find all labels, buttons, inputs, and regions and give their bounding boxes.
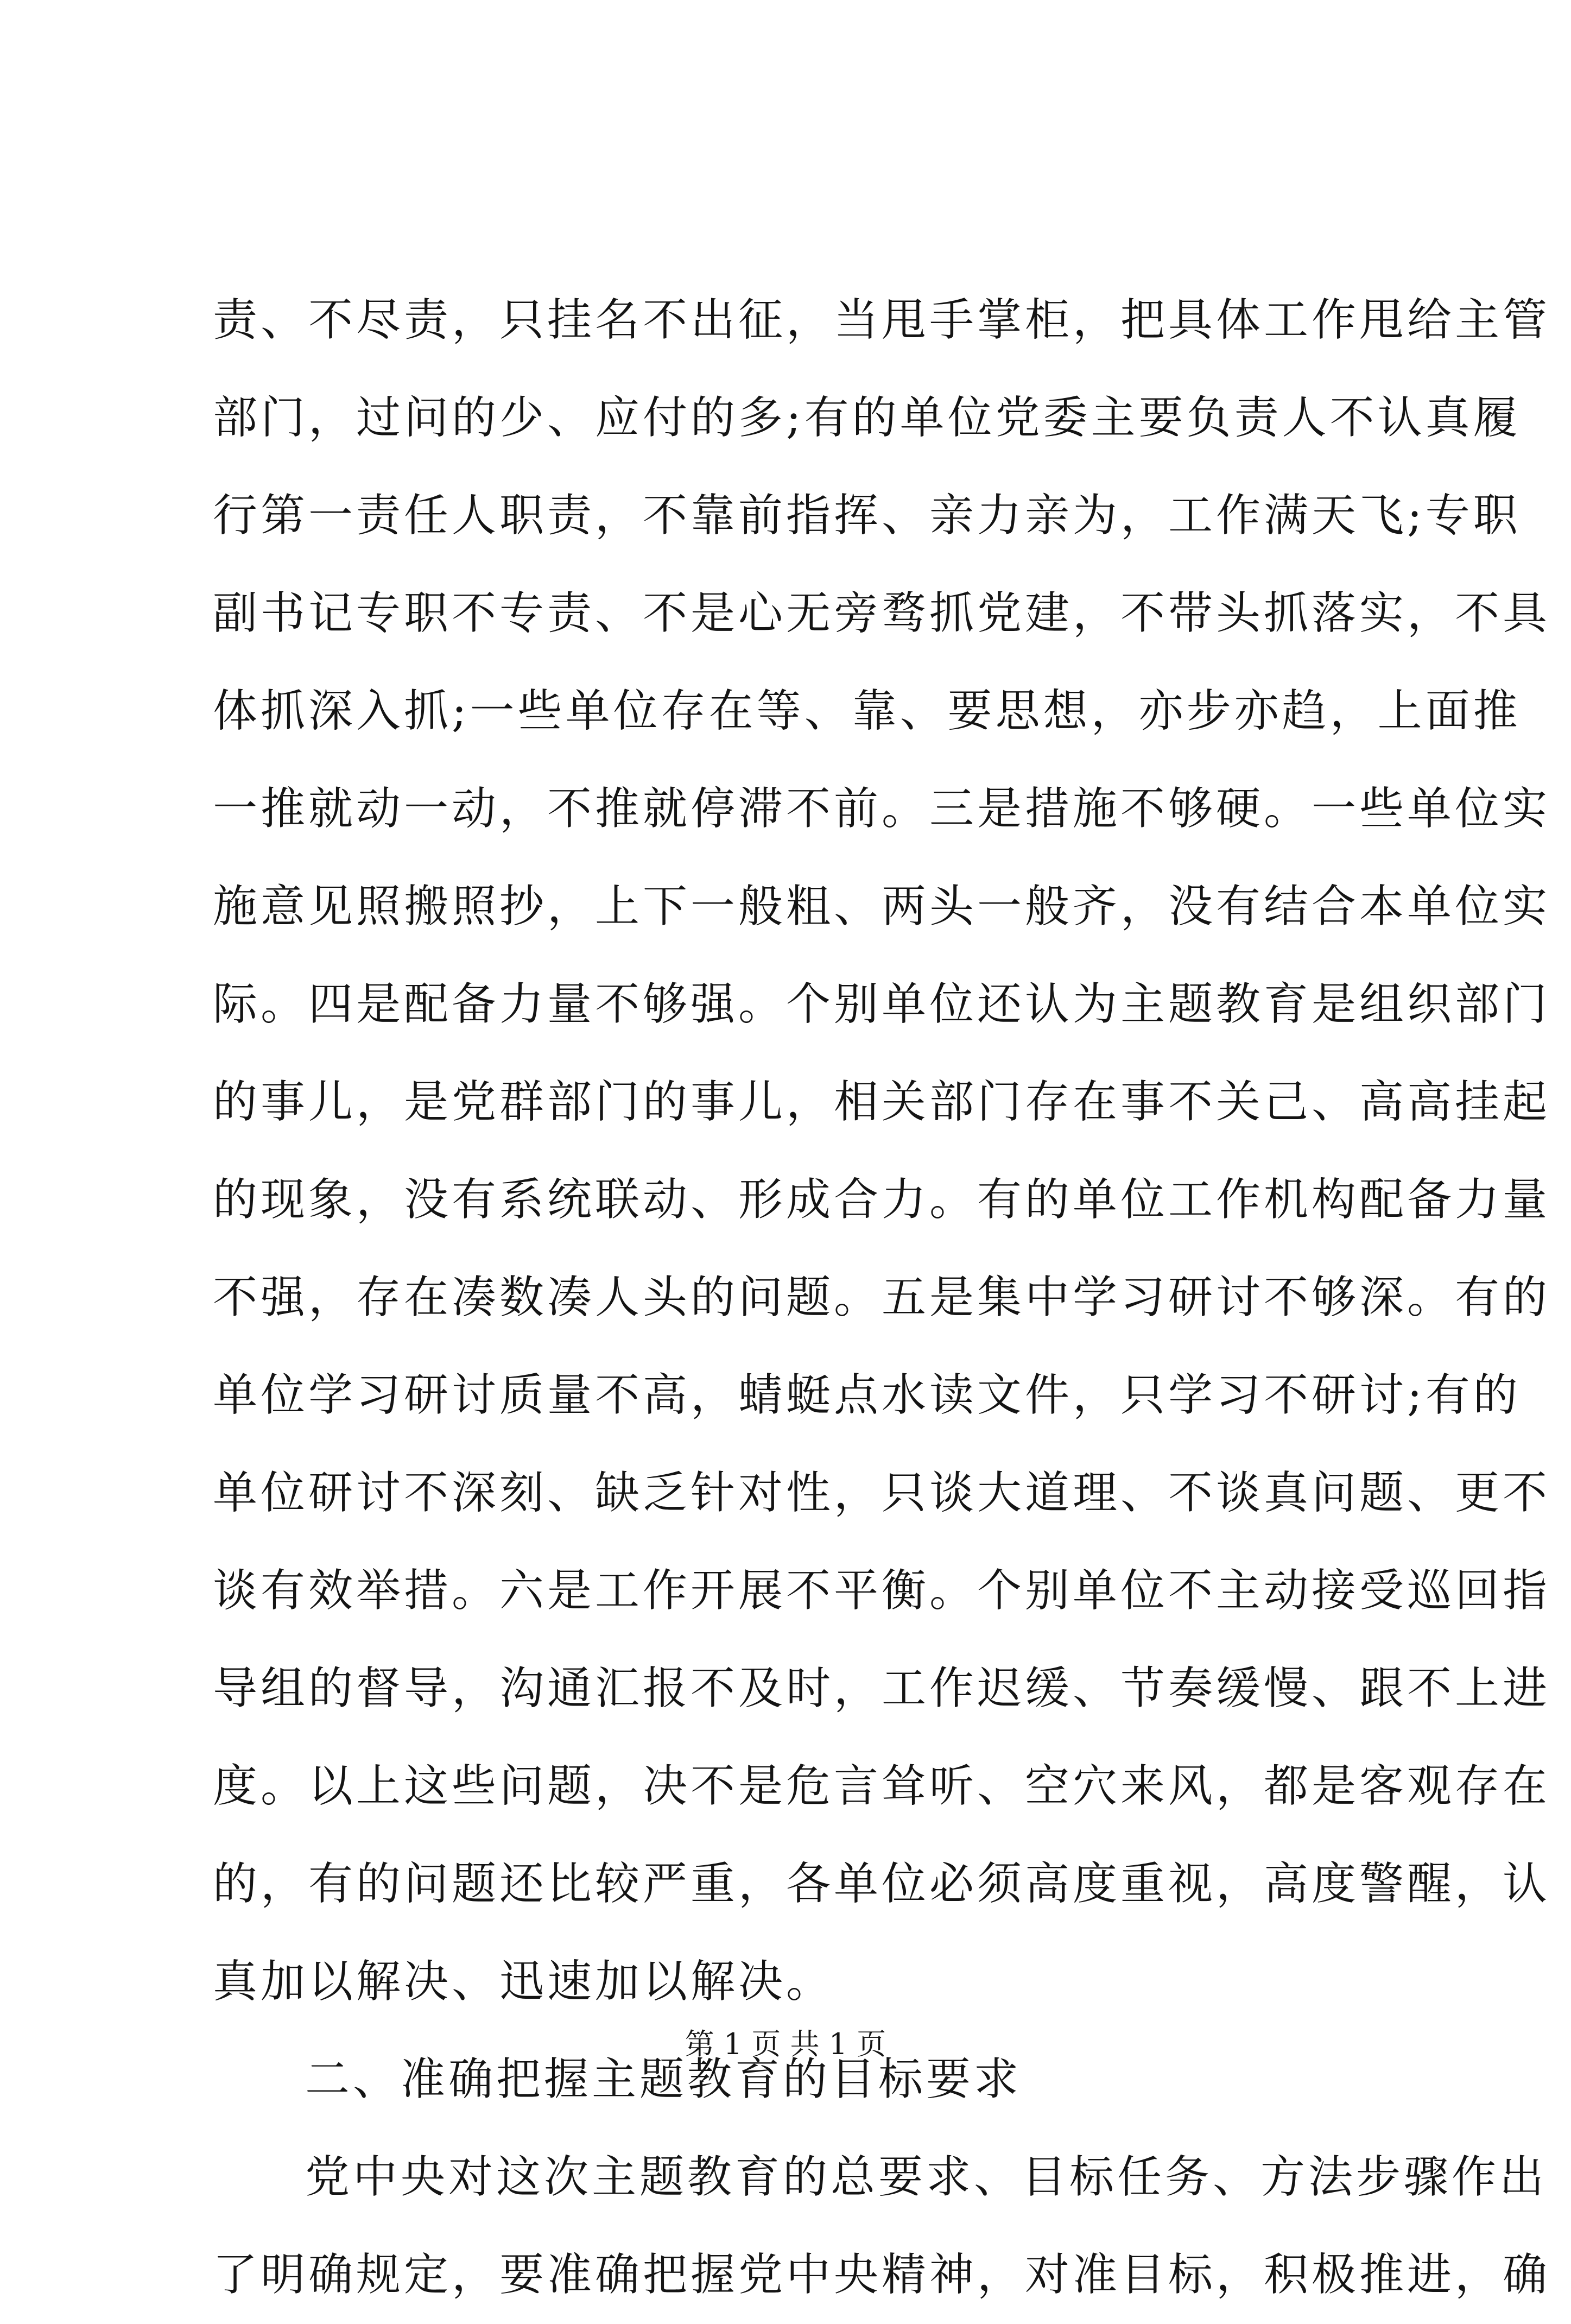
text-line: 党中央对这次主题教育的总要求、目标任务、方法步骤作出 xyxy=(305,2151,1548,2203)
text-line: 谈有效举措。六是工作开展不平衡。个别单位不主动接受巡回指 xyxy=(213,1565,1551,1616)
section-heading: 二、准确把握主题教育的目标要求 xyxy=(305,2054,1022,2105)
text-line: 不强，存在凑数凑人头的问题。五是集中学习研讨不够深。有的 xyxy=(213,1272,1551,1323)
text-line: 的事儿，是党群部门的事儿，相关部门存在事不关己、高高挂起 xyxy=(213,1076,1551,1128)
text-line: 真加以解决、迅速加以解决。 xyxy=(213,1956,834,2007)
text-line: 的，有的问题还比较严重，各单位必须高度重视，高度警醒，认 xyxy=(213,1858,1551,1910)
text-line: 了明确规定，要准确把握党中央精神，对准目标，积极推进，确 xyxy=(213,2249,1551,2301)
text-line: 体抓深入抓;一些单位存在等、靠、要思想，亦步亦趋，上面推 xyxy=(213,685,1521,737)
text-line: 部门，过问的少、应付的多;有的单位党委主要负责人不认真履 xyxy=(213,392,1521,444)
text-line: 单位研讨不深刻、缺乏针对性，只谈大道理、不谈真问题、更不 xyxy=(213,1467,1551,1519)
text-line: 的现象，没有系统联动、形成合力。有的单位工作机构配备力量 xyxy=(213,1174,1551,1226)
text-line: 施意见照搬照抄，上下一般粗、两头一般齐，没有结合本单位实 xyxy=(213,881,1551,932)
text-line: 度。以上这些问题，决不是危言耸听、空穴来风，都是客观存在 xyxy=(213,1760,1551,1812)
text-line: 一推就动一动，不推就停滞不前。三是措施不够硬。一些单位实 xyxy=(213,783,1551,835)
document-body xyxy=(213,271,1551,2324)
text-line: 副书记专职不专责、不是心无旁骛抓党建，不带头抓落实，不具 xyxy=(213,588,1551,639)
text-line: 行第一责任人职责，不靠前指挥、亲力亲为，工作满天飞;专职 xyxy=(213,490,1521,541)
text-line: 单位学习研讨质量不高，蜻蜓点水读文件，只学习不研讨;有的 xyxy=(213,1369,1521,1421)
page-footer: 第 1 页 共 1 页 xyxy=(685,2027,886,2061)
text-line: 导组的督导，沟通汇报不及时，工作迟缓、节奏缓慢、跟不上进 xyxy=(213,1663,1551,1714)
text-line: 际。四是配备力量不够强。个别单位还认为主题教育是组织部门 xyxy=(213,978,1551,1030)
text-line: 责、不尽责，只挂名不出征，当甩手掌柜，把具体工作甩给主管 xyxy=(213,294,1551,346)
